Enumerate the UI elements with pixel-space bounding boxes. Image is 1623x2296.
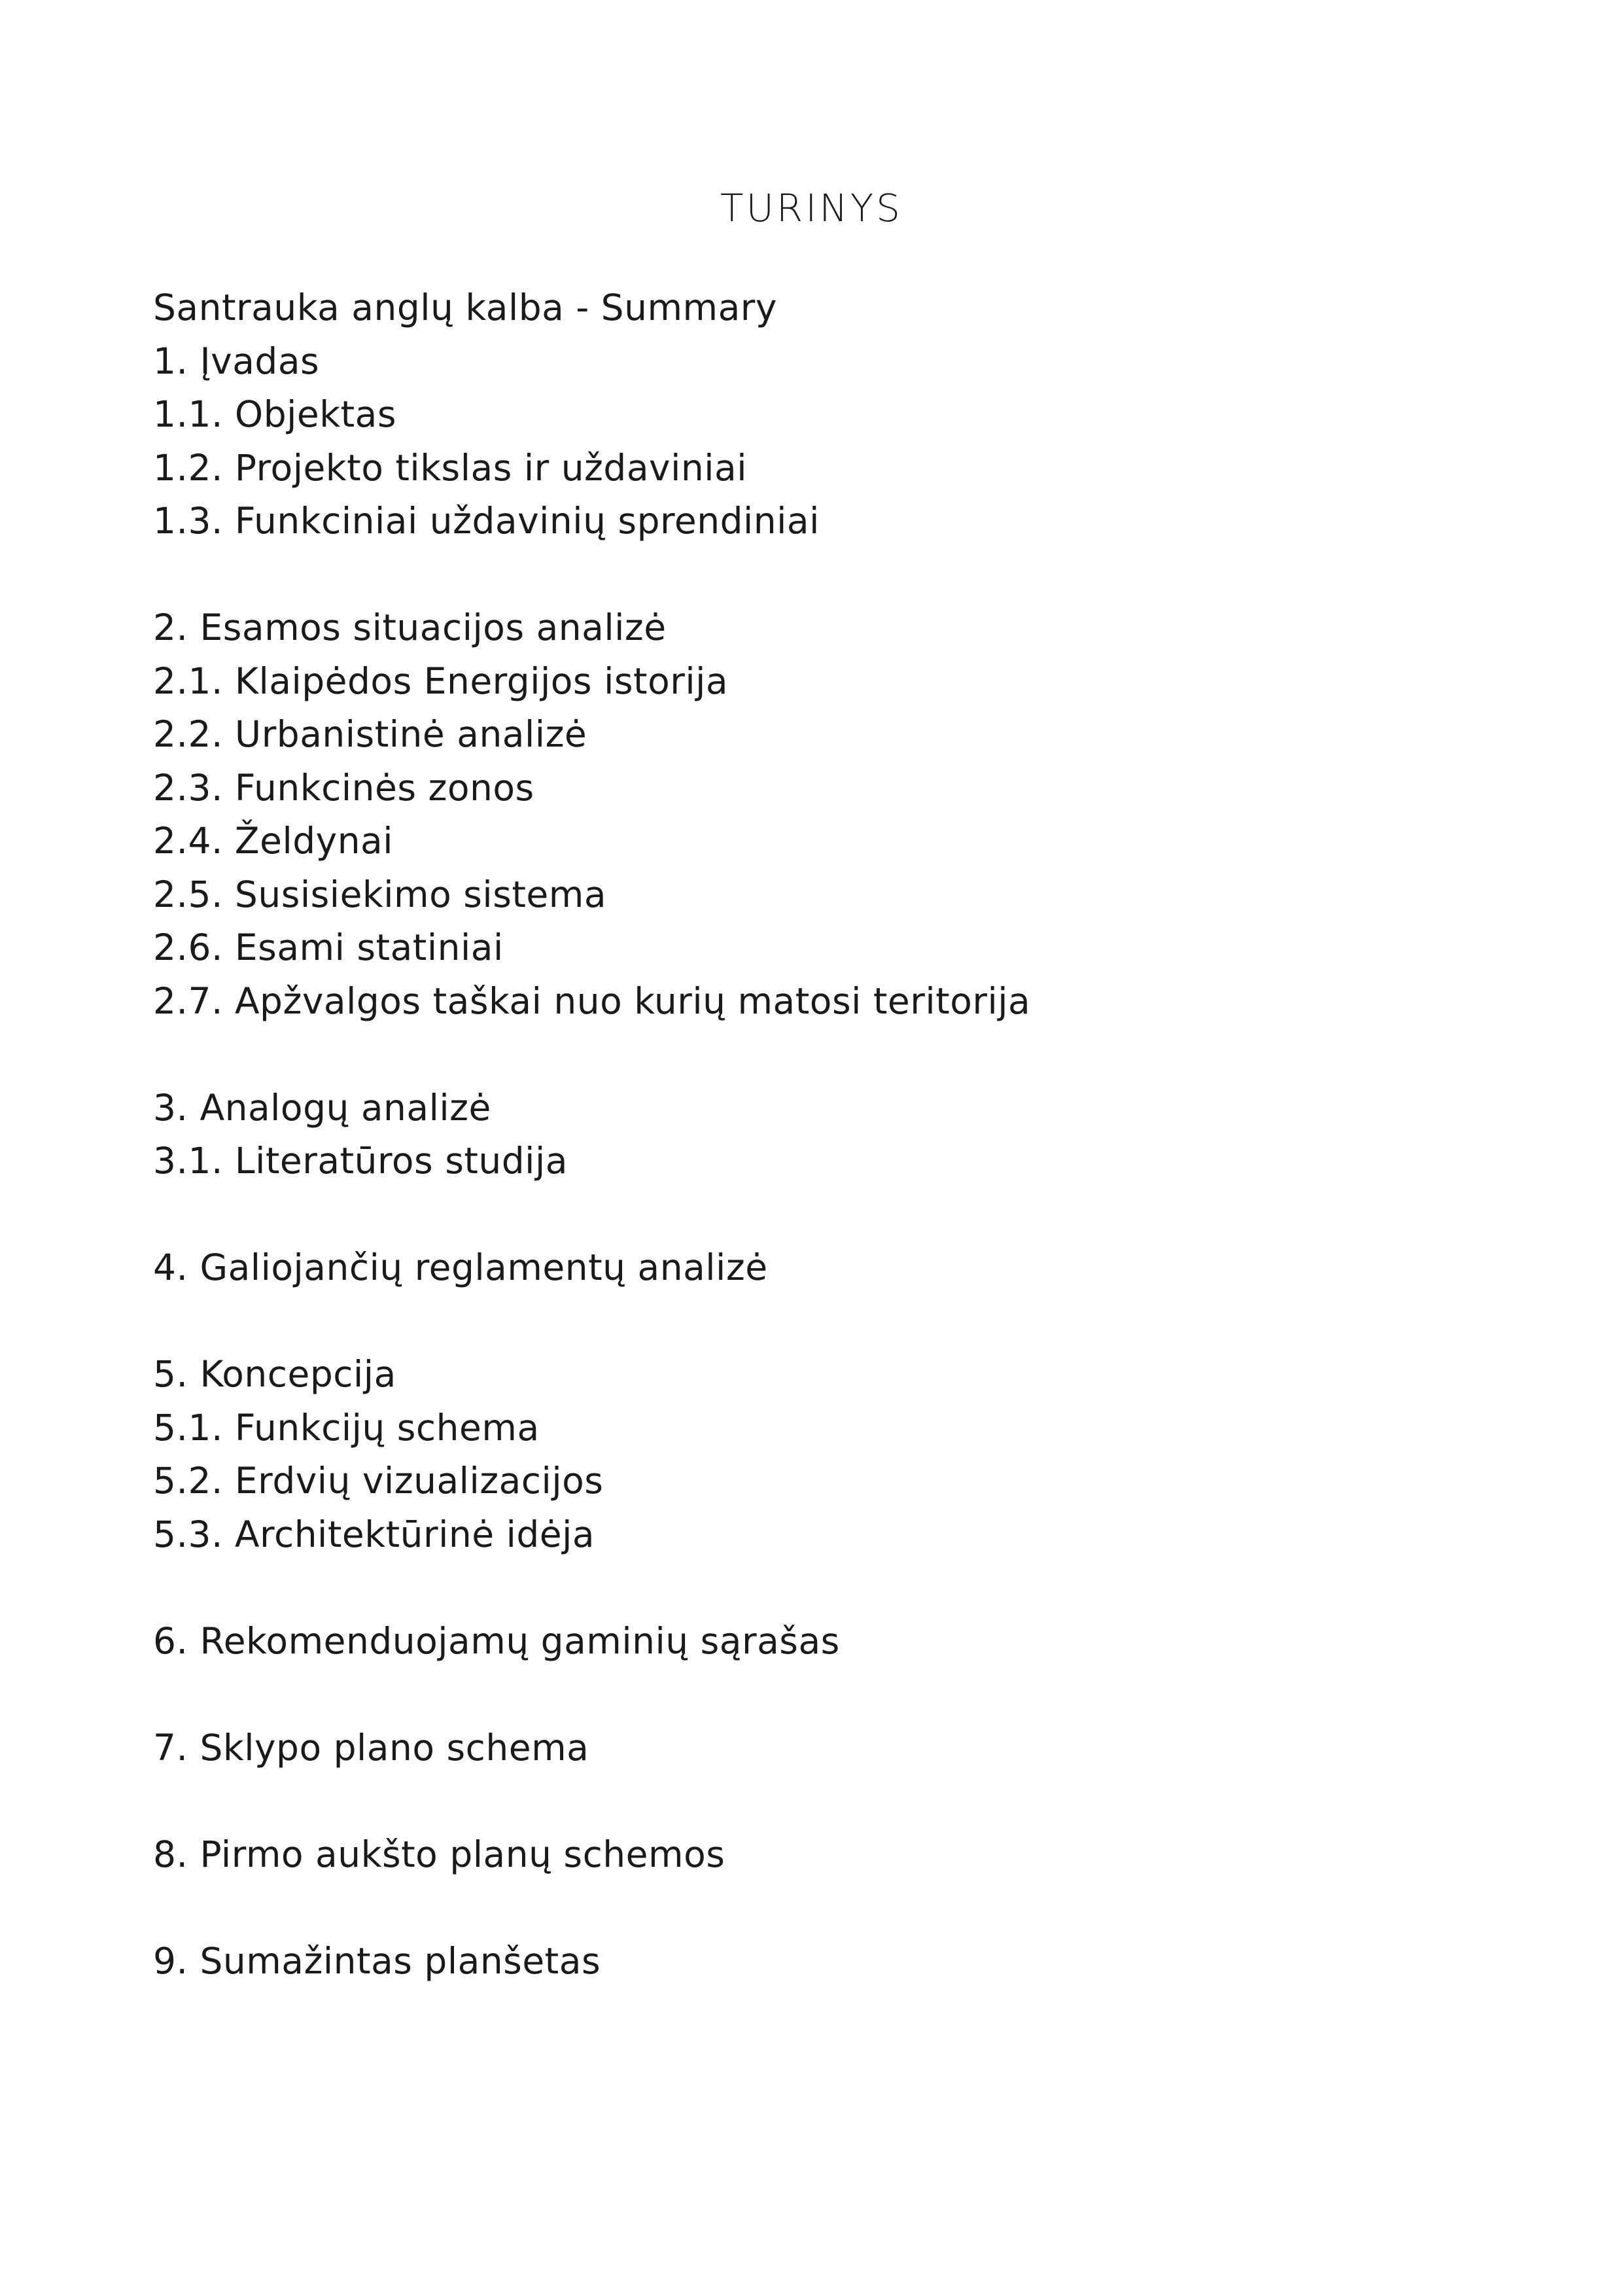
toc-entry: 1. Įvadas [153, 340, 320, 382]
toc-spacer [153, 1775, 1030, 1828]
toc-entry: 5.2. Erdvių vizualizacijos [153, 1460, 604, 1502]
toc-entry: 2.6. Esami statiniai [153, 927, 504, 968]
page-title: TURINYS [720, 186, 903, 230]
toc-spacer [153, 1188, 1030, 1242]
toc-entry: 4. Galiojančių reglamentų analizė [153, 1246, 768, 1288]
toc-entry: 2.2. Urbanistinė analizė [153, 713, 587, 755]
toc-entry: 3.1. Literatūros studija [153, 1140, 568, 1182]
toc-spacer [153, 1881, 1030, 1935]
toc-spacer [153, 1295, 1030, 1349]
toc-spacer [153, 1561, 1030, 1615]
toc-entry: 7. Sklypo plano schema [153, 1726, 589, 1769]
toc-entry: 2. Esamos situacijos analizė [153, 607, 667, 648]
toc-entry: 2.5. Susisiekimo sistema [153, 873, 607, 915]
toc-entry: 2.3. Funkcinės zonos [153, 766, 534, 809]
toc-entry: 5. Koncepcija [153, 1353, 396, 1395]
toc-entry: 6. Rekomenduojamų gaminių sąrašas [153, 1619, 840, 1662]
toc-entry: 1.3. Funkciniai uždavinių sprendiniai [153, 500, 820, 542]
toc-spacer [153, 548, 1030, 602]
toc-entry: 2.4. Želdynai [153, 820, 394, 862]
toc-spacer [153, 1668, 1030, 1722]
toc-entry: 3. Analogų analizė [153, 1086, 491, 1129]
toc-entry: 1.2. Projekto tikslas ir uždaviniai [153, 446, 748, 489]
toc-entry: 1.1. Objektas [153, 393, 397, 435]
toc-entry: 8. Pirmo aukšto planų schemos [153, 1833, 725, 1875]
toc-entry: 9. Sumažintas planšetas [153, 1939, 601, 1982]
toc-entry: Santrauka anglų kalba - Summary [153, 287, 777, 328]
table-of-contents [153, 281, 1030, 1988]
toc-entry: 2.7. Apžvalgos taškai nuo kurių matosi teritorija [153, 980, 1031, 1022]
toc-spacer [153, 1028, 1030, 1082]
toc-entry: 5.3. Architektūrinė idėja [153, 1513, 595, 1555]
toc-entry: 2.1. Klaipėdos Energijos istorija [153, 660, 729, 702]
toc-entry: 5.1. Funkcijų schema [153, 1406, 540, 1449]
